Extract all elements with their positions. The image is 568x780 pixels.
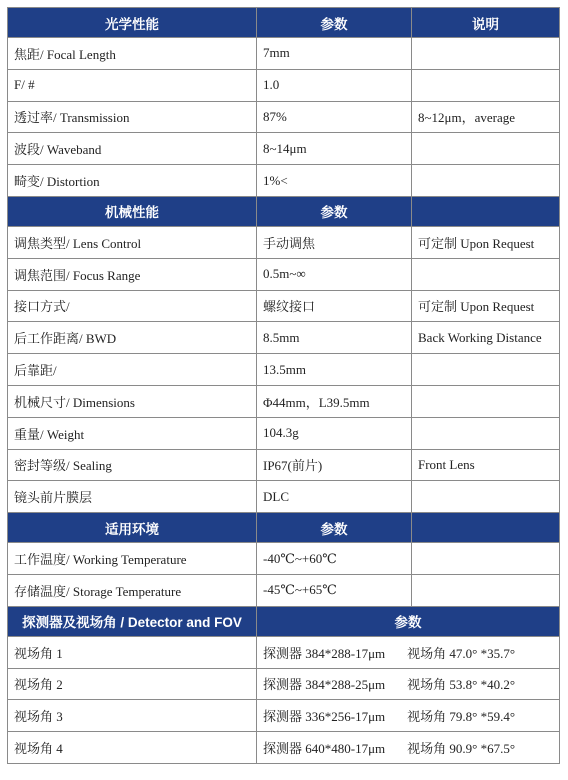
table-row	[8, 668, 560, 700]
value-cell: -45℃~+65℃	[257, 574, 412, 606]
value-cell: -40℃~+60℃	[257, 543, 412, 575]
note-cell	[412, 354, 560, 386]
table-row	[8, 101, 560, 133]
property-cell: 畸变/ Distortion	[8, 165, 257, 197]
table-row	[8, 574, 560, 606]
detector-spec: 探测器 384*288-17μm	[263, 645, 386, 661]
value-cell: 8~14μm	[257, 133, 412, 165]
detector-header-row	[8, 606, 560, 636]
fov-angle: 视场角 53.8° *40.2°	[407, 677, 516, 693]
optical-header-param: 参数	[257, 8, 412, 38]
table-row	[8, 226, 560, 258]
table-row	[8, 449, 560, 481]
fov-value-cell	[257, 636, 560, 668]
detector-header-title: 探测器及视场角 / Detector and FOV	[8, 606, 257, 636]
table-row	[8, 290, 560, 322]
note-cell	[412, 258, 560, 290]
property-cell: 接口方式/	[8, 290, 257, 322]
value-cell: 1.0	[257, 69, 412, 101]
property-cell: 后靠距/	[8, 354, 257, 386]
value-cell: 螺纹接口	[257, 290, 412, 322]
value-cell: 104.3g	[257, 417, 412, 449]
note-cell	[412, 543, 560, 575]
note-cell	[412, 133, 560, 165]
note-cell	[412, 385, 560, 417]
table-row	[8, 385, 560, 417]
fov-angle: 视场角 79.8° *59.4°	[407, 709, 516, 725]
table-row	[8, 322, 560, 354]
note-cell	[412, 38, 560, 70]
mechanical-header-note	[412, 196, 560, 226]
table-row	[8, 38, 560, 70]
note-cell	[412, 417, 560, 449]
optical-header-row	[8, 8, 560, 38]
fov-angle: 视场角 47.0° *35.7°	[407, 645, 516, 661]
fov-value-cell	[257, 700, 560, 732]
environment-header-row	[8, 513, 560, 543]
table-row	[8, 417, 560, 449]
table-row	[8, 165, 560, 197]
fov-label-cell: 视场角 2	[8, 668, 257, 700]
property-cell: 镜头前片膜层	[8, 481, 257, 513]
note-cell: 8~12μm，average	[412, 101, 560, 133]
mechanical-header-row	[8, 196, 560, 226]
property-cell: 重量/ Weight	[8, 417, 257, 449]
property-cell: 存储温度/ Storage Temperature	[8, 574, 257, 606]
optical-header-note: 说明	[412, 8, 560, 38]
fov-label-cell: 视场角 3	[8, 700, 257, 732]
fov-value-cell	[257, 668, 560, 700]
environment-header-note	[412, 513, 560, 543]
mechanical-header-title: 机械性能	[8, 196, 257, 226]
property-cell: F/ #	[8, 69, 257, 101]
detector-header-param: 参数	[257, 606, 560, 636]
value-cell: Φ44mm，L39.5mm	[257, 385, 412, 417]
property-cell: 调焦类型/ Lens Control	[8, 226, 257, 258]
table-row	[8, 481, 560, 513]
environment-header-title: 适用环境	[8, 513, 257, 543]
value-cell: 0.5m~∞	[257, 258, 412, 290]
value-cell: 8.5mm	[257, 322, 412, 354]
detector-spec: 探测器 640*480-17μm	[263, 741, 386, 757]
value-cell: 1%<	[257, 165, 412, 197]
table-row	[8, 354, 560, 386]
property-cell: 密封等级/ Sealing	[8, 449, 257, 481]
table-row	[8, 732, 560, 764]
note-cell	[412, 165, 560, 197]
spec-sheet	[7, 7, 559, 764]
detector-spec: 探测器 384*288-25μm	[263, 677, 386, 693]
optical-header-title: 光学性能	[8, 8, 257, 38]
note-cell: 可定制 Upon Request	[412, 226, 560, 258]
mechanical-header-param: 参数	[257, 196, 412, 226]
note-cell: Back Working Distance	[412, 322, 560, 354]
note-cell: Front Lens	[412, 449, 560, 481]
property-cell: 调焦范围/ Focus Range	[8, 258, 257, 290]
table-row	[8, 636, 560, 668]
note-cell	[412, 481, 560, 513]
value-cell: DLC	[257, 481, 412, 513]
value-cell: 87%	[257, 101, 412, 133]
table-row	[8, 258, 560, 290]
note-cell	[412, 574, 560, 606]
value-cell: IP67(前片)	[257, 449, 412, 481]
spec-table	[7, 7, 560, 764]
fov-value-cell	[257, 732, 560, 764]
table-row	[8, 133, 560, 165]
property-cell: 波段/ Waveband	[8, 133, 257, 165]
value-cell: 13.5mm	[257, 354, 412, 386]
detector-spec: 探测器 336*256-17μm	[263, 709, 386, 725]
property-cell: 透过率/ Transmission	[8, 101, 257, 133]
property-cell: 机械尺寸/ Dimensions	[8, 385, 257, 417]
value-cell: 7mm	[257, 38, 412, 70]
property-cell: 工作温度/ Working Temperature	[8, 543, 257, 575]
table-row	[8, 543, 560, 575]
fov-label-cell: 视场角 4	[8, 732, 257, 764]
note-cell: 可定制 Upon Request	[412, 290, 560, 322]
property-cell: 后工作距离/ BWD	[8, 322, 257, 354]
fov-label-cell: 视场角 1	[8, 636, 257, 668]
note-cell	[412, 69, 560, 101]
table-row	[8, 69, 560, 101]
table-row	[8, 700, 560, 732]
property-cell: 焦距/ Focal Length	[8, 38, 257, 70]
value-cell: 手动调焦	[257, 226, 412, 258]
fov-angle: 视场角 90.9° *67.5°	[407, 741, 516, 757]
environment-header-param: 参数	[257, 513, 412, 543]
